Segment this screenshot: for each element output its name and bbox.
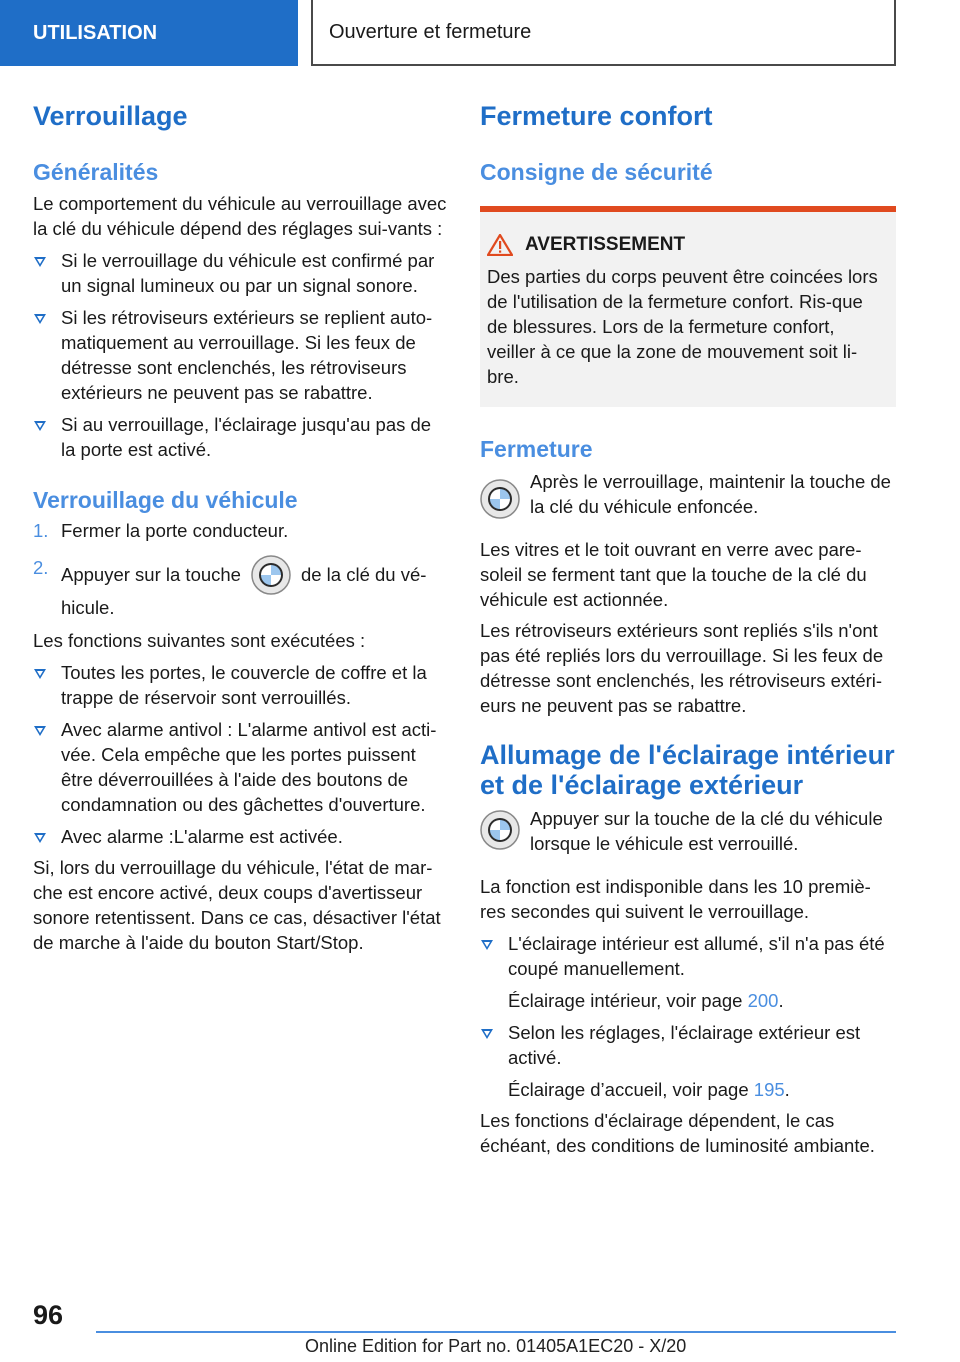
page-link-200[interactable]: 200 <box>747 990 779 1011</box>
chapter-title: Ouverture et fermeture <box>311 0 896 66</box>
triangle-bullet-icon <box>34 833 46 843</box>
heading-consigne-securite: Consigne de sécurité <box>480 159 713 185</box>
bullet-list <box>480 1020 896 1070</box>
paragraph: Le comportement du véhicule au verrouillage avec la clé du véhicule dépend des réglages sui-vants : <box>33 193 447 239</box>
paragraph: Les vitres et le toit ouvrant en verre avec pare-soleil se ferment tant que la touche de la clé du véhicule est actionnée. <box>480 539 867 610</box>
list-item: 1. Fermer la porte conducteur. <box>33 520 289 541</box>
heading-verrouillage-vehicule: Verrouillage du véhicule <box>33 487 298 513</box>
list-item: Avec alarme :L'alarme est activée. <box>33 824 449 849</box>
heading-fermeture: Fermeture <box>480 436 593 462</box>
triangle-bullet-icon <box>34 314 46 324</box>
edition-text: Online Edition for Part no. 01405A1EC20 - X/20 <box>305 1336 687 1356</box>
warning-label: AVERTISSEMENT <box>525 234 686 255</box>
list-item: Avec alarme antivol : L'alarme antivol est acti-vée. Cela empêche que les portes puissent être déverrouillées à l'aide des boutons de condamnation ou des gâchettes d'ouverture. <box>33 717 449 817</box>
section-tab: UTILISATION <box>0 0 298 66</box>
triangle-bullet-icon <box>34 421 46 431</box>
bmw-key-button-icon <box>251 555 291 595</box>
cross-reference: Éclairage d’accueil, voir page 195. <box>508 1079 790 1100</box>
page-link-195[interactable]: 195 <box>753 1079 785 1100</box>
triangle-bullet-icon <box>34 257 46 267</box>
paragraph: La fonction est indisponible dans les 10 premiè-res secondes qui suivent le verrouillage. <box>480 876 871 922</box>
warning-triangle-icon <box>487 234 513 256</box>
section-title-verrouillage: Verrouillage <box>33 101 188 131</box>
paragraph: Après le verrouillage, maintenir la touche de la clé du véhicule enfoncée. <box>530 471 891 517</box>
list-item: 2. Appuyer sur la touche de la clé du vé-hicule. <box>33 557 427 618</box>
triangle-bullet-icon <box>481 1029 493 1039</box>
triangle-bullet-icon <box>34 669 46 679</box>
section-title-fermeture-confort: Fermeture confort <box>480 101 713 131</box>
bullet-list <box>480 931 896 981</box>
numbered-list <box>33 518 449 620</box>
triangle-bullet-icon <box>481 940 493 950</box>
bullet-list <box>33 660 449 849</box>
list-item: Si le verrouillage du véhicule est confirmé par un signal lumineux ou par un signal sonore. <box>33 248 449 298</box>
bmw-key-button-icon <box>480 810 520 850</box>
cross-reference: Éclairage intérieur, voir page 200. <box>508 990 784 1011</box>
bmw-key-button-icon <box>480 479 520 519</box>
paragraph: Les rétroviseurs extérieurs sont repliés s'ils n'ont pas été repliés lors du verrouillage. Si les feux de détresse sont enclenchés, les rétroviseurs extéri-eurs ne peuvent pas se rabattre. <box>480 620 884 716</box>
left-column <box>33 100 449 955</box>
list-item: Si les rétroviseurs extérieurs se replient auto-matiquement au verrouillage. Si les feux de détresse sont enclenchés, les rétroviseurs extérieurs ne peuvent pas se rabattre. <box>33 305 449 405</box>
list-item: L'éclairage intérieur est allumé, s'il n'a pas été coupé manuellement. <box>480 931 896 981</box>
list-item: Toutes les portes, le couvercle de coffre et la trappe de réservoir sont verrouillés. <box>33 660 449 710</box>
right-column <box>480 100 896 1158</box>
list-item: Si au verrouillage, l'éclairage jusqu'au pas de la porte est activé. <box>33 412 449 462</box>
heading-generalites: Généralités <box>33 159 159 185</box>
paragraph: Appuyer sur la touche de la clé du véhicule lorsque le véhicule est verrouillé. <box>530 808 883 854</box>
paragraph: Les fonctions d'éclairage dépendent, le cas échéant, des conditions de luminosité ambiante. <box>480 1110 875 1156</box>
warning-box <box>480 206 896 407</box>
list-item: Selon les réglages, l'éclairage extérieur est activé. <box>480 1020 896 1070</box>
key-instruction <box>480 806 896 856</box>
page-header <box>0 0 960 66</box>
warning-text: Des parties du corps peuvent être coincées lors de l'utilisation de la fermeture confort. Ris-que de blessures. Lors de la fermeture confort, veiller à ce que la zone de mouvement soit li-bre. <box>487 266 878 387</box>
paragraph: Les fonctions suivantes sont exécutées : <box>33 630 366 651</box>
section-title-allumage-eclairage: Allumage de l'éclairage intérieur et de l'éclairage extérieur <box>480 740 895 800</box>
bullet-list <box>33 248 449 462</box>
warning-header <box>487 232 888 258</box>
triangle-bullet-icon <box>34 726 46 736</box>
paragraph: Si, lors du verrouillage du véhicule, l'état de mar-che est encore activé, deux coups d'avertisseur sonore retentissent. Dans ce cas, désactiver l'état de marche à l'aide du bouton Start/Stop. <box>33 857 441 953</box>
key-instruction <box>480 469 896 519</box>
footer-divider <box>96 1331 896 1333</box>
page-number: 96 <box>33 1300 64 1330</box>
